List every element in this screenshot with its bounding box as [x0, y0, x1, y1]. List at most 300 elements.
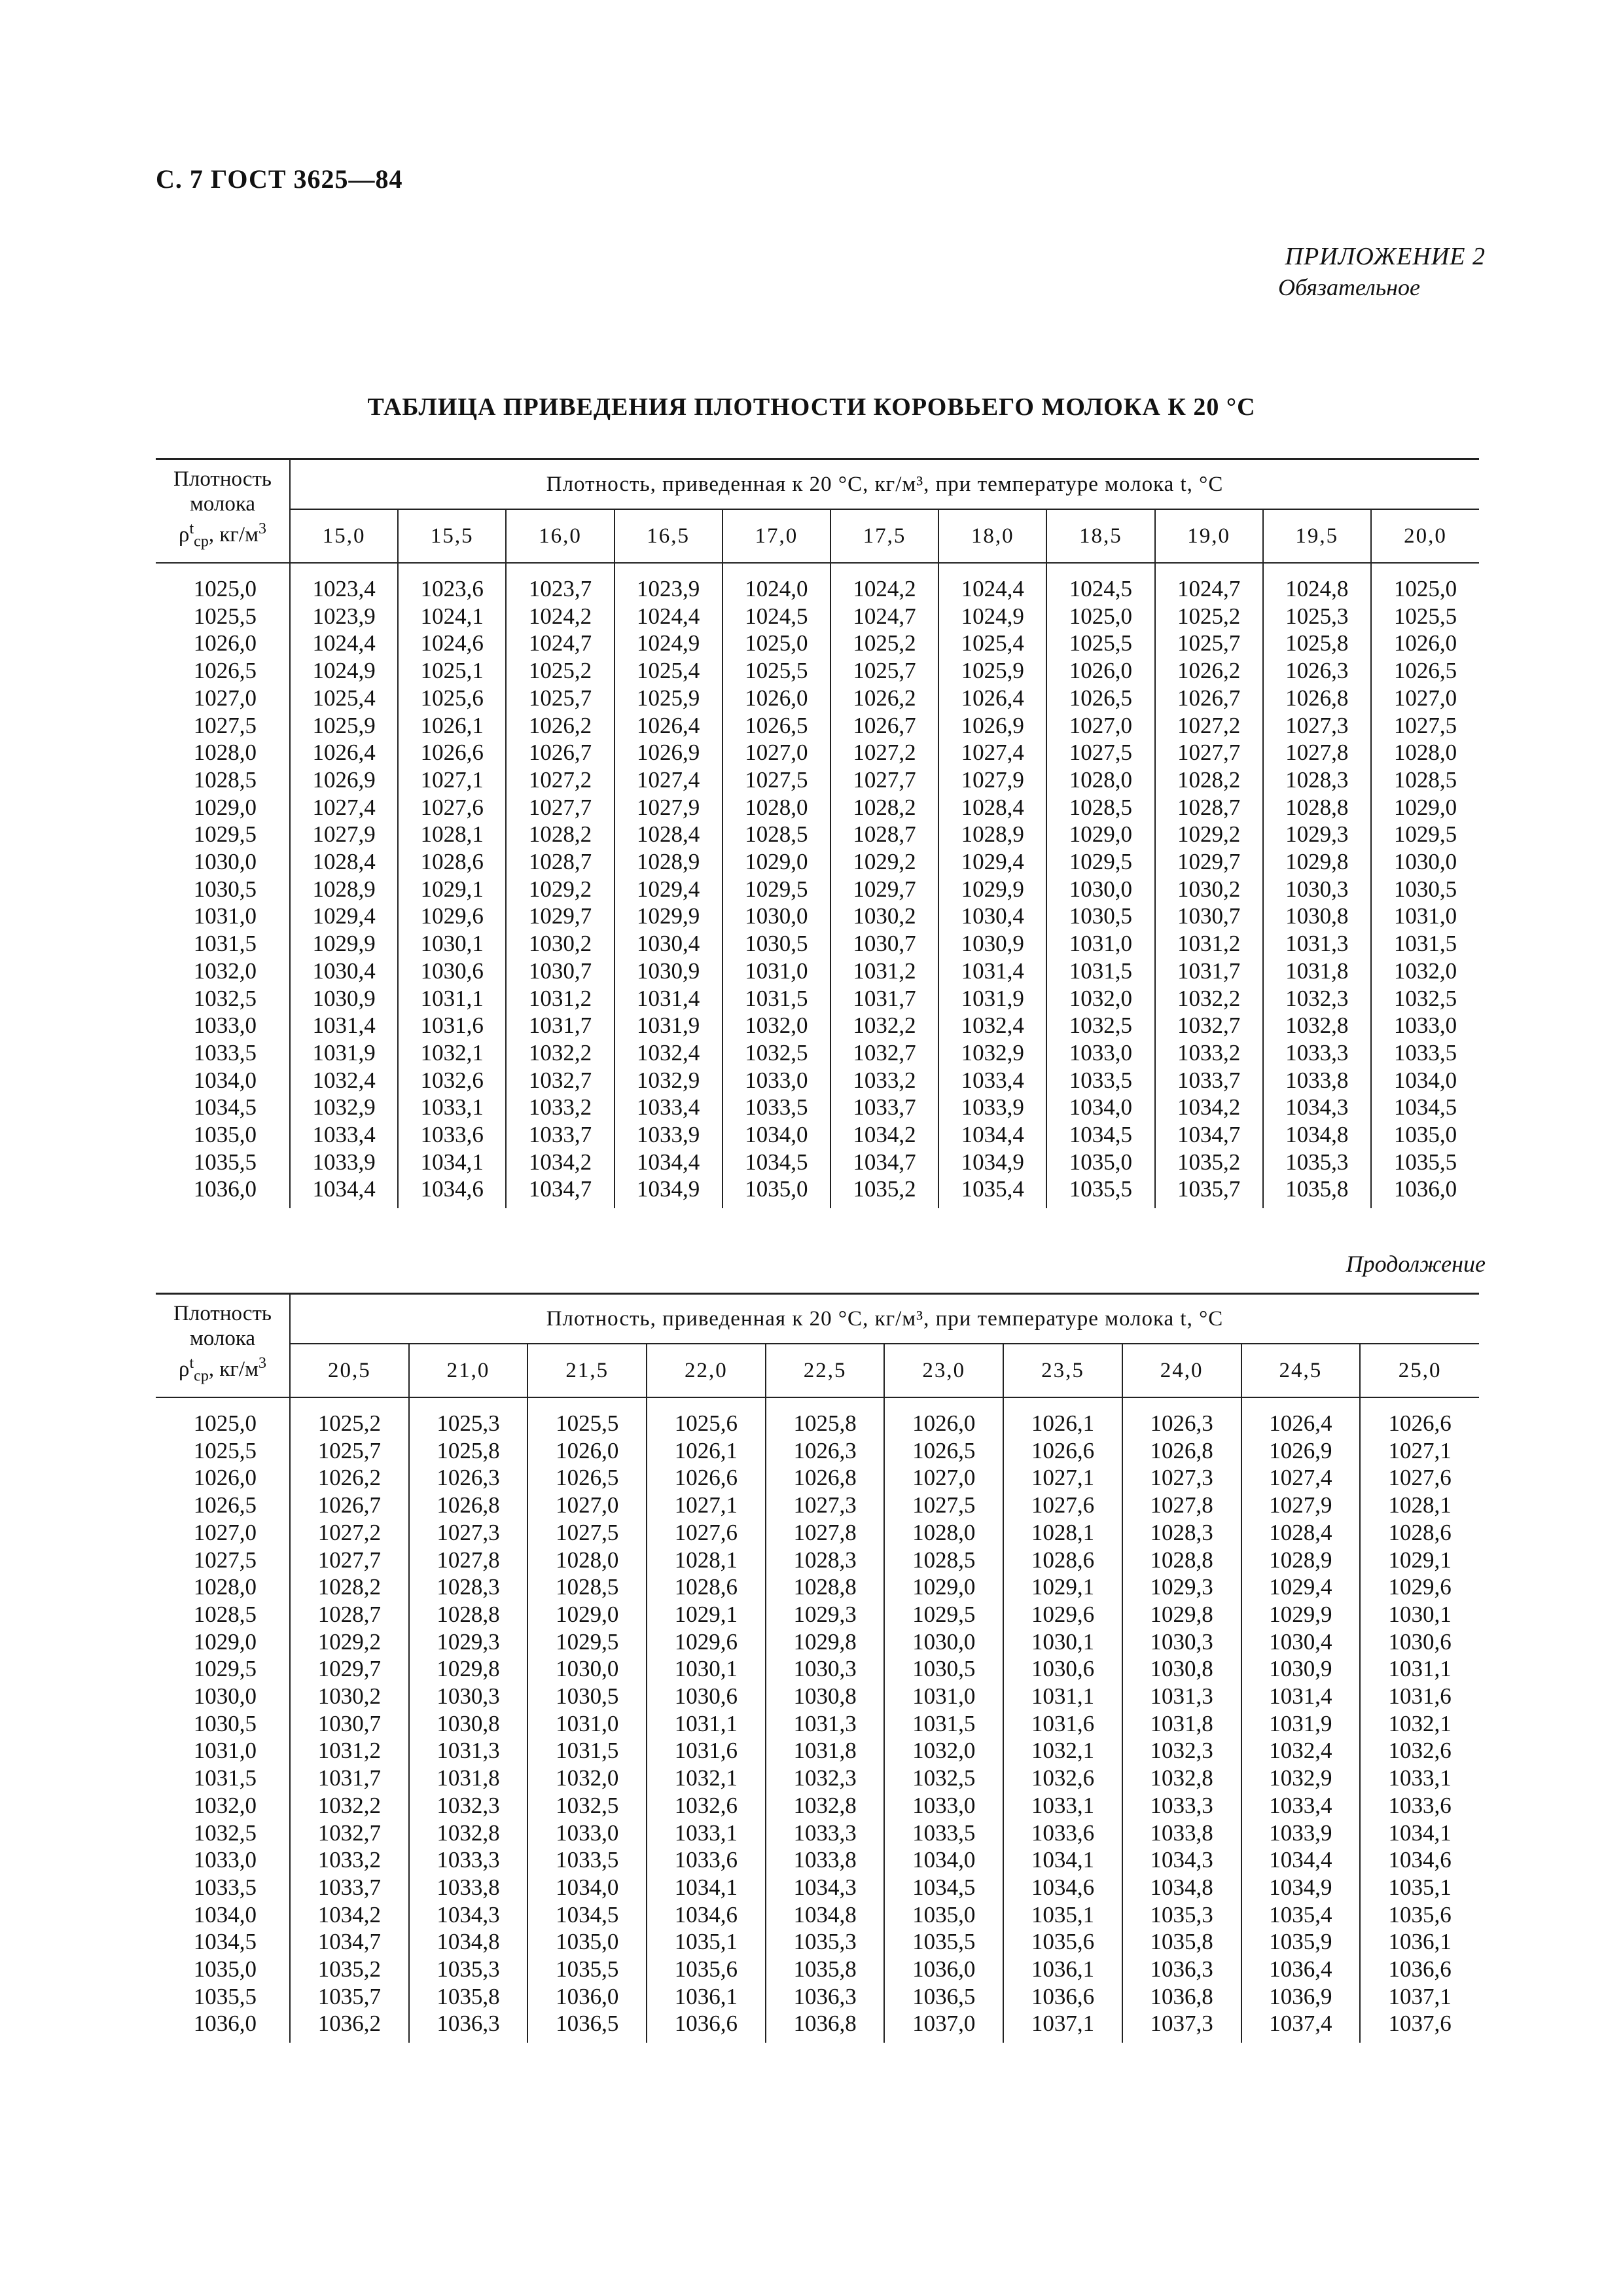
reduced-density-value: 1036,0: [1393, 1176, 1457, 1202]
reduced-density-value: 1032,5: [1069, 1013, 1133, 1039]
reduced-density-value: 1035,8: [437, 1983, 500, 2009]
reduced-density-value: 1030,7: [317, 1710, 381, 1736]
reduced-density-value: 1032,9: [1269, 1765, 1332, 1791]
reduced-density-value: 1027,3: [437, 1519, 500, 1545]
reduced-density-value: 1025,1: [420, 658, 484, 684]
measured-density-value: 1025,5: [193, 1437, 257, 1463]
temperature-header: 18,5: [1046, 509, 1154, 563]
reduced-density-value: 1034,8: [793, 1901, 857, 1928]
reduced-density-value: 1028,1: [674, 1547, 738, 1573]
reduced-density-value: 1026,2: [317, 1465, 381, 1491]
header-line-density: Плотность: [173, 1302, 272, 1325]
header-line-milk: молока: [189, 492, 256, 516]
reduced-density-value: 1028,6: [420, 849, 484, 875]
reduced-density-value: 1034,7: [528, 1176, 592, 1202]
temperature-header: 22,5: [766, 1344, 885, 1397]
reduced-density-value: 1026,7: [1177, 685, 1241, 711]
reduced-density-value: 1030,7: [528, 958, 592, 984]
reduced-density-value: 1028,0: [1393, 740, 1457, 766]
temperature-header: 20,0: [1371, 509, 1479, 563]
reduced-density-value: 1029,4: [961, 849, 1024, 875]
reduced-density-value: 1032,8: [1150, 1765, 1213, 1791]
reduced-density-value: 1037,3: [1150, 2011, 1213, 2037]
reduced-density-column: [398, 563, 506, 1208]
reduced-density-value: 1028,4: [961, 794, 1024, 820]
reduced-density-value: 1031,0: [912, 1683, 976, 1710]
measured-density-value: 1033,0: [193, 1847, 257, 1873]
reduced-density-value: 1033,8: [793, 1847, 857, 1873]
reduced-density-value: 1023,7: [528, 576, 592, 601]
reduced-density-value: 1030,2: [853, 903, 916, 929]
reduced-density-value: 1028,0: [912, 1519, 976, 1545]
reduced-density-value: 1029,2: [853, 849, 916, 875]
reduced-density-value: 1027,9: [312, 821, 376, 848]
reduced-density-value: 1031,0: [745, 958, 808, 984]
reduced-density-value: 1031,5: [745, 985, 808, 1011]
reduced-density-value: 1030,3: [1150, 1628, 1213, 1655]
temperature-header: 24,5: [1241, 1344, 1361, 1397]
reduced-density-value: 1034,6: [1388, 1847, 1452, 1873]
reduced-density-value: 1036,1: [1388, 1929, 1452, 1955]
reduced-density-value: 1025,0: [1393, 576, 1457, 601]
reduced-density-value: 1027,7: [853, 766, 916, 793]
reduced-density-value: 1034,3: [1150, 1847, 1213, 1873]
reduced-density-value: 1026,5: [556, 1465, 619, 1491]
reduced-density-value: 1028,0: [745, 794, 808, 820]
reduced-density-value: 1028,2: [1177, 766, 1241, 793]
reduced-density-value: 1029,5: [745, 876, 808, 902]
reduced-density-value: 1027,6: [674, 1519, 738, 1545]
page-header: С. 7 ГОСТ 3625—84: [156, 164, 403, 194]
reduced-density-value: 1033,4: [961, 1067, 1024, 1093]
reduced-density-value: 1031,2: [1177, 931, 1241, 957]
reduced-density-value: 1027,3: [1285, 712, 1349, 738]
reduced-density-value: 1027,4: [312, 794, 376, 820]
reduced-density-value: 1031,2: [528, 985, 592, 1011]
reduced-density-value: 1028,9: [312, 876, 376, 902]
reduced-density-value: 1030,8: [437, 1710, 500, 1736]
reduced-density-value: 1032,1: [420, 1039, 484, 1066]
measured-density-value: 1026,0: [193, 1465, 257, 1491]
reduced-density-value: 1035,8: [1150, 1929, 1213, 1955]
measured-density-value: 1033,5: [193, 1039, 257, 1066]
header-line-milk: молока: [189, 1327, 256, 1350]
reduced-density-value: 1031,7: [1177, 958, 1241, 984]
reduced-density-value: 1027,8: [793, 1519, 857, 1545]
reduced-density-value: 1030,5: [556, 1683, 619, 1710]
reduced-density-value: 1029,7: [1177, 849, 1241, 875]
reduced-density-value: 1026,6: [1388, 1410, 1452, 1436]
reduced-density-value: 1037,6: [1388, 2011, 1452, 2037]
reduced-density-value: 1035,0: [1393, 1122, 1457, 1148]
reduced-density-value: 1032,9: [961, 1039, 1024, 1066]
reduced-density-value: 1031,1: [1031, 1683, 1095, 1710]
reduced-density-value: 1030,1: [1388, 1601, 1452, 1627]
reduced-density-value: 1036,8: [1150, 1983, 1213, 2009]
reduced-density-value: 1031,0: [556, 1710, 619, 1736]
reduced-density-value: 1026,0: [556, 1437, 619, 1463]
reduced-density-value: 1035,0: [556, 1929, 619, 1955]
measured-density-value: 1035,5: [193, 1983, 257, 2009]
reduced-density-value: 1029,8: [1285, 849, 1349, 875]
reduced-density-value: 1033,2: [528, 1094, 592, 1121]
reduced-density-value: 1033,2: [317, 1847, 381, 1873]
reduced-density-value: 1029,6: [674, 1628, 738, 1655]
reduced-density-value: 1027,4: [1269, 1465, 1332, 1491]
reduced-density-value: 1026,3: [1150, 1410, 1213, 1436]
reduced-density-value: 1027,8: [437, 1547, 500, 1573]
temperature-header: 18,0: [938, 509, 1046, 563]
reduced-density-value: 1026,7: [528, 740, 592, 766]
reduced-density-value: 1028,5: [1069, 794, 1133, 820]
measured-density-value: 1030,0: [193, 849, 257, 875]
measured-density-value: 1035,5: [193, 1149, 257, 1175]
reduced-density-value: 1032,2: [1177, 985, 1241, 1011]
reduced-density-value: 1034,5: [745, 1149, 808, 1175]
reduced-density-value: 1024,9: [961, 603, 1024, 629]
reduced-density-value: 1029,0: [1069, 821, 1133, 848]
measured-density-value: 1031,0: [193, 903, 257, 929]
reduced-density-value: 1032,3: [1285, 985, 1349, 1011]
reduced-density-value: 1031,4: [961, 958, 1024, 984]
reduced-density-value: 1027,7: [1177, 740, 1241, 766]
reduced-density-value: 1035,3: [793, 1929, 857, 1955]
reduced-density-value: 1031,1: [674, 1710, 738, 1736]
reduced-density-value: 1024,7: [853, 603, 916, 629]
reduced-density-value: 1033,1: [1031, 1792, 1095, 1818]
reduced-density-value: 1035,8: [793, 1956, 857, 1982]
reduced-density-value: 1030,2: [528, 931, 592, 957]
reduced-density-value: 1032,4: [312, 1067, 376, 1093]
reduced-density-value: 1025,7: [528, 685, 592, 711]
reduced-density-value: 1029,5: [1393, 821, 1457, 848]
reduced-density-value: 1028,5: [556, 1574, 619, 1600]
reduced-density-value: 1031,4: [637, 985, 700, 1011]
reduced-density-value: 1028,9: [637, 849, 700, 875]
reduced-density-value: 1036,3: [437, 2011, 500, 2037]
appendix-title: ПРИЛОЖЕНИЕ 2: [1285, 243, 1486, 270]
reduced-density-value: 1035,5: [1393, 1149, 1457, 1175]
measured-density-column: [156, 1397, 290, 2043]
reduced-density-value: 1030,6: [1388, 1628, 1452, 1655]
reduced-density-value: 1032,1: [1388, 1710, 1452, 1736]
reduced-density-value: 1033,0: [912, 1792, 976, 1818]
reduced-density-value: 1028,7: [317, 1601, 381, 1627]
reduced-density-value: 1030,6: [674, 1683, 738, 1710]
reduced-density-value: 1030,6: [1031, 1656, 1095, 1682]
measured-density-value: 1035,0: [193, 1122, 257, 1148]
reduced-density-value: 1033,9: [312, 1149, 376, 1175]
reduced-density-value: 1026,9: [637, 740, 700, 766]
reduced-density-value: 1031,6: [420, 1013, 484, 1039]
reduced-density-value: 1032,1: [1031, 1738, 1095, 1764]
measured-density-value: 1028,5: [193, 766, 257, 793]
reduced-density-value: 1024,5: [1069, 576, 1133, 601]
reduced-density-value: 1027,0: [1393, 685, 1457, 711]
reduced-density-value: 1032,0: [1069, 985, 1133, 1011]
reduced-density-value: 1034,4: [961, 1122, 1024, 1148]
reduced-density-value: 1030,8: [1150, 1656, 1213, 1682]
reduced-density-value: 1025,2: [1177, 603, 1241, 629]
reduced-density-value: 1025,3: [1285, 603, 1349, 629]
reduced-density-value: 1035,5: [912, 1929, 976, 1955]
reduced-density-value: 1034,3: [1285, 1094, 1349, 1121]
reduced-density-value: 1034,2: [317, 1901, 381, 1928]
temperature-header: 21,5: [527, 1344, 647, 1397]
reduced-density-value: 1034,7: [1177, 1122, 1241, 1148]
reduced-density-value: 1025,4: [637, 658, 700, 684]
reduced-density-value: 1035,5: [1069, 1176, 1133, 1202]
reduced-density-value: 1032,5: [912, 1765, 976, 1791]
reduced-density-value: 1035,2: [853, 1176, 916, 1202]
reduced-density-value: 1031,9: [961, 985, 1024, 1011]
reduced-density-value: 1025,0: [745, 630, 808, 656]
reduced-density-value: 1032,6: [420, 1067, 484, 1093]
reduced-density-value: 1027,9: [1269, 1492, 1332, 1518]
reduced-density-value: 1031,6: [1031, 1710, 1095, 1736]
reduced-density-value: 1034,7: [853, 1149, 916, 1175]
reduced-density-value: 1030,2: [317, 1683, 381, 1710]
reduced-density-value: 1030,4: [637, 931, 700, 957]
reduced-density-value: 1033,2: [853, 1067, 916, 1093]
reduced-density-value: 1024,4: [637, 603, 700, 629]
reduced-density-value: 1024,7: [528, 630, 592, 656]
reduced-density-value: 1026,3: [1285, 658, 1349, 684]
reduced-density-value: 1025,7: [853, 658, 916, 684]
measured-density-value: 1025,5: [193, 603, 257, 629]
reduced-density-value: 1027,5: [556, 1519, 619, 1545]
reduced-density-column: [647, 1397, 766, 2043]
reduced-density-value: 1030,3: [437, 1683, 500, 1710]
reduced-density-value: 1027,4: [637, 766, 700, 793]
reduced-density-value: 1031,3: [437, 1738, 500, 1764]
measured-density-value: 1034,0: [193, 1901, 257, 1928]
reduced-density-value: 1028,4: [637, 821, 700, 848]
reduced-density-value: 1031,0: [1069, 931, 1133, 957]
measured-density-value: 1033,0: [193, 1013, 257, 1039]
reduced-density-value: 1033,0: [745, 1067, 808, 1093]
reduced-density-value: 1028,7: [853, 821, 916, 848]
reduced-density-value: 1028,6: [1031, 1547, 1095, 1573]
density-column-header: [156, 459, 290, 564]
reduced-density-value: 1030,8: [793, 1683, 857, 1710]
reduced-density-value: 1026,5: [745, 712, 808, 738]
reduced-density-value: 1034,5: [912, 1874, 976, 1900]
reduced-density-value: 1036,0: [556, 1983, 619, 2009]
reduced-density-value: 1025,4: [961, 630, 1024, 656]
reduced-density-value: 1034,8: [1285, 1122, 1349, 1148]
reduced-density-value: 1036,2: [317, 2011, 381, 2037]
reduced-density-value: 1033,6: [1388, 1792, 1452, 1818]
reduced-density-value: 1028,6: [1388, 1519, 1452, 1545]
reduced-density-value: 1025,0: [1069, 603, 1133, 629]
reduced-density-value: 1028,2: [853, 794, 916, 820]
reduced-density-value: 1029,7: [317, 1656, 381, 1682]
temperature-header: 19,5: [1263, 509, 1371, 563]
reduced-density-value: 1032,4: [961, 1013, 1024, 1039]
reduced-density-column: [938, 563, 1046, 1208]
reduced-density-value: 1026,1: [674, 1437, 738, 1463]
reduced-density-value: 1032,0: [745, 1013, 808, 1039]
reduced-density-value: 1032,8: [437, 1820, 500, 1846]
reduced-density-value: 1035,0: [912, 1901, 976, 1928]
reduced-density-value: 1028,4: [312, 849, 376, 875]
reduced-density-value: 1030,5: [912, 1656, 976, 1682]
reduced-density-value: 1028,2: [528, 821, 592, 848]
reduced-density-value: 1036,5: [912, 1983, 976, 2009]
temperature-header: 24,0: [1122, 1344, 1241, 1397]
reduced-density-value: 1029,9: [1269, 1601, 1332, 1627]
reduced-density-column: [409, 1397, 528, 2043]
reduced-density-value: 1031,8: [1285, 958, 1349, 984]
temperature-header: 15,0: [290, 509, 398, 563]
reduced-density-value: 1026,7: [853, 712, 916, 738]
reduced-density-value: 1028,9: [961, 821, 1024, 848]
density-column-header: [156, 1294, 290, 1398]
reduced-density-value: 1034,3: [793, 1874, 857, 1900]
measured-density-value: 1030,0: [193, 1683, 257, 1710]
reduced-density-value: 1029,2: [1177, 821, 1241, 848]
temperature-header: 16,0: [506, 509, 614, 563]
reduced-density-value: 1030,5: [745, 931, 808, 957]
reduced-density-value: 1026,0: [912, 1410, 976, 1436]
reduced-density-value: 1035,9: [1269, 1929, 1332, 1955]
reduced-density-value: 1030,4: [1269, 1628, 1332, 1655]
reduced-density-value: 1026,1: [1031, 1410, 1095, 1436]
reduced-density-value: 1034,2: [853, 1122, 916, 1148]
reduced-density-value: 1033,9: [637, 1122, 700, 1148]
reduced-density-value: 1034,6: [420, 1176, 484, 1202]
reduced-density-value: 1029,3: [1285, 821, 1349, 848]
reduced-density-value: 1027,5: [912, 1492, 976, 1518]
reduced-density-value: 1027,7: [528, 794, 592, 820]
reduced-density-value: 1029,9: [312, 931, 376, 957]
reduced-density-header: Плотность, приведенная к 20 °С, кг/м³, при температуре молока t, °С: [290, 1294, 1479, 1344]
reduced-density-value: 1030,1: [674, 1656, 738, 1682]
reduced-density-value: 1034,0: [745, 1122, 808, 1148]
reduced-density-value: 1033,4: [312, 1122, 376, 1148]
measured-density-value: 1027,0: [193, 685, 257, 711]
continuation-label: Продолжение: [1346, 1251, 1486, 1277]
reduced-density-value: 1036,6: [1031, 1983, 1095, 2009]
reduced-density-value: 1026,5: [1393, 658, 1457, 684]
reduced-density-value: 1029,8: [1150, 1601, 1213, 1627]
temperature-header: 19,0: [1155, 509, 1263, 563]
reduced-density-value: 1029,0: [556, 1601, 619, 1627]
reduced-density-value: 1032,8: [793, 1792, 857, 1818]
reduced-density-value: 1032,6: [1388, 1738, 1452, 1764]
reduced-density-value: 1033,6: [674, 1847, 738, 1873]
reduced-density-value: 1031,9: [637, 1013, 700, 1039]
reduced-density-value: 1028,0: [1069, 766, 1133, 793]
reduced-density-value: 1025,2: [853, 630, 916, 656]
reduced-density-value: 1033,7: [1177, 1067, 1241, 1093]
reduced-density-value: 1034,9: [961, 1149, 1024, 1175]
reduced-density-value: 1036,9: [1269, 1983, 1332, 2009]
reduced-density-value: 1024,9: [312, 658, 376, 684]
reduced-density-value: 1026,0: [1393, 630, 1457, 656]
reduced-density-value: 1026,4: [1269, 1410, 1332, 1436]
reduced-density-value: 1033,2: [1177, 1039, 1241, 1066]
reduced-density-value: 1031,7: [317, 1765, 381, 1791]
temperature-header: 21,0: [409, 1344, 528, 1397]
reduced-density-value: 1024,4: [961, 576, 1024, 601]
reduced-density-value: 1029,3: [437, 1628, 500, 1655]
reduced-density-value: 1031,1: [1388, 1656, 1452, 1682]
reduced-density-value: 1030,7: [853, 931, 916, 957]
reduced-density-value: 1037,1: [1031, 2011, 1095, 2037]
reduced-density-value: 1026,4: [637, 712, 700, 738]
reduced-density-value: 1024,7: [1177, 576, 1241, 601]
reduced-density-value: 1029,3: [793, 1601, 857, 1627]
reduced-density-value: 1036,0: [912, 1956, 976, 1982]
reduced-density-value: 1031,6: [1388, 1683, 1452, 1710]
reduced-density-value: 1026,0: [745, 685, 808, 711]
measured-density-value: 1027,0: [193, 1519, 257, 1545]
reduced-density-value: 1027,0: [556, 1492, 619, 1518]
temperature-header: 23,0: [884, 1344, 1003, 1397]
reduced-density-value: 1024,5: [745, 603, 808, 629]
reduced-density-value: 1032,8: [1285, 1013, 1349, 1039]
reduced-density-value: 1032,0: [556, 1765, 619, 1791]
reduced-density-value: 1034,5: [556, 1901, 619, 1928]
measured-density-value: 1032,0: [193, 1792, 257, 1818]
reduced-density-value: 1034,4: [1269, 1847, 1332, 1873]
measured-density-value: 1028,5: [193, 1601, 257, 1627]
reduced-density-value: 1033,4: [637, 1094, 700, 1121]
reduced-density-value: 1032,5: [556, 1792, 619, 1818]
reduced-density-column: [1046, 563, 1154, 1208]
reduced-density-value: 1029,9: [961, 876, 1024, 902]
reduced-density-value: 1034,0: [556, 1874, 619, 1900]
reduced-density-value: 1035,3: [437, 1956, 500, 1982]
reduced-density-value: 1026,9: [961, 712, 1024, 738]
reduced-density-value: 1030,3: [793, 1656, 857, 1682]
reduced-density-value: 1028,1: [1388, 1492, 1452, 1518]
reduced-density-value: 1030,8: [1285, 903, 1349, 929]
reduced-density-value: 1025,9: [961, 658, 1024, 684]
reduced-density-column: [1263, 563, 1371, 1208]
reduced-density-value: 1032,7: [1177, 1013, 1241, 1039]
reduced-density-value: 1029,0: [745, 849, 808, 875]
reduced-density-value: 1024,1: [420, 603, 484, 629]
reduced-density-column: [615, 563, 722, 1208]
reduced-density-value: 1029,4: [312, 903, 376, 929]
reduced-density-value: 1028,3: [1285, 766, 1349, 793]
reduced-density-value: 1027,5: [1393, 712, 1457, 738]
reduced-density-value: 1034,5: [1393, 1094, 1457, 1121]
reduced-density-value: 1027,1: [420, 766, 484, 793]
reduced-density-value: 1030,2: [1177, 876, 1241, 902]
reduced-density-column: [1241, 1397, 1361, 2043]
reduced-density-value: 1035,7: [1177, 1176, 1241, 1202]
measured-density-value: 1026,0: [193, 630, 257, 656]
measured-density-value: 1033,5: [193, 1874, 257, 1900]
reduced-density-value: 1029,0: [1393, 794, 1457, 820]
reduced-density-value: 1032,2: [853, 1013, 916, 1039]
reduced-density-value: 1033,3: [1285, 1039, 1349, 1066]
reduced-density-value: 1026,9: [1269, 1437, 1332, 1463]
reduced-density-value: 1035,4: [961, 1176, 1024, 1202]
reduced-density-value: 1036,1: [1031, 1956, 1095, 1982]
reduced-density-value: 1033,1: [1388, 1765, 1452, 1791]
measured-density-value: 1035,0: [193, 1956, 257, 1982]
reduced-density-column: [830, 563, 938, 1208]
reduced-density-value: 1025,9: [312, 712, 376, 738]
reduced-density-value: 1023,6: [420, 576, 484, 601]
reduced-density-value: 1028,1: [420, 821, 484, 848]
reduced-density-value: 1028,3: [437, 1574, 500, 1600]
